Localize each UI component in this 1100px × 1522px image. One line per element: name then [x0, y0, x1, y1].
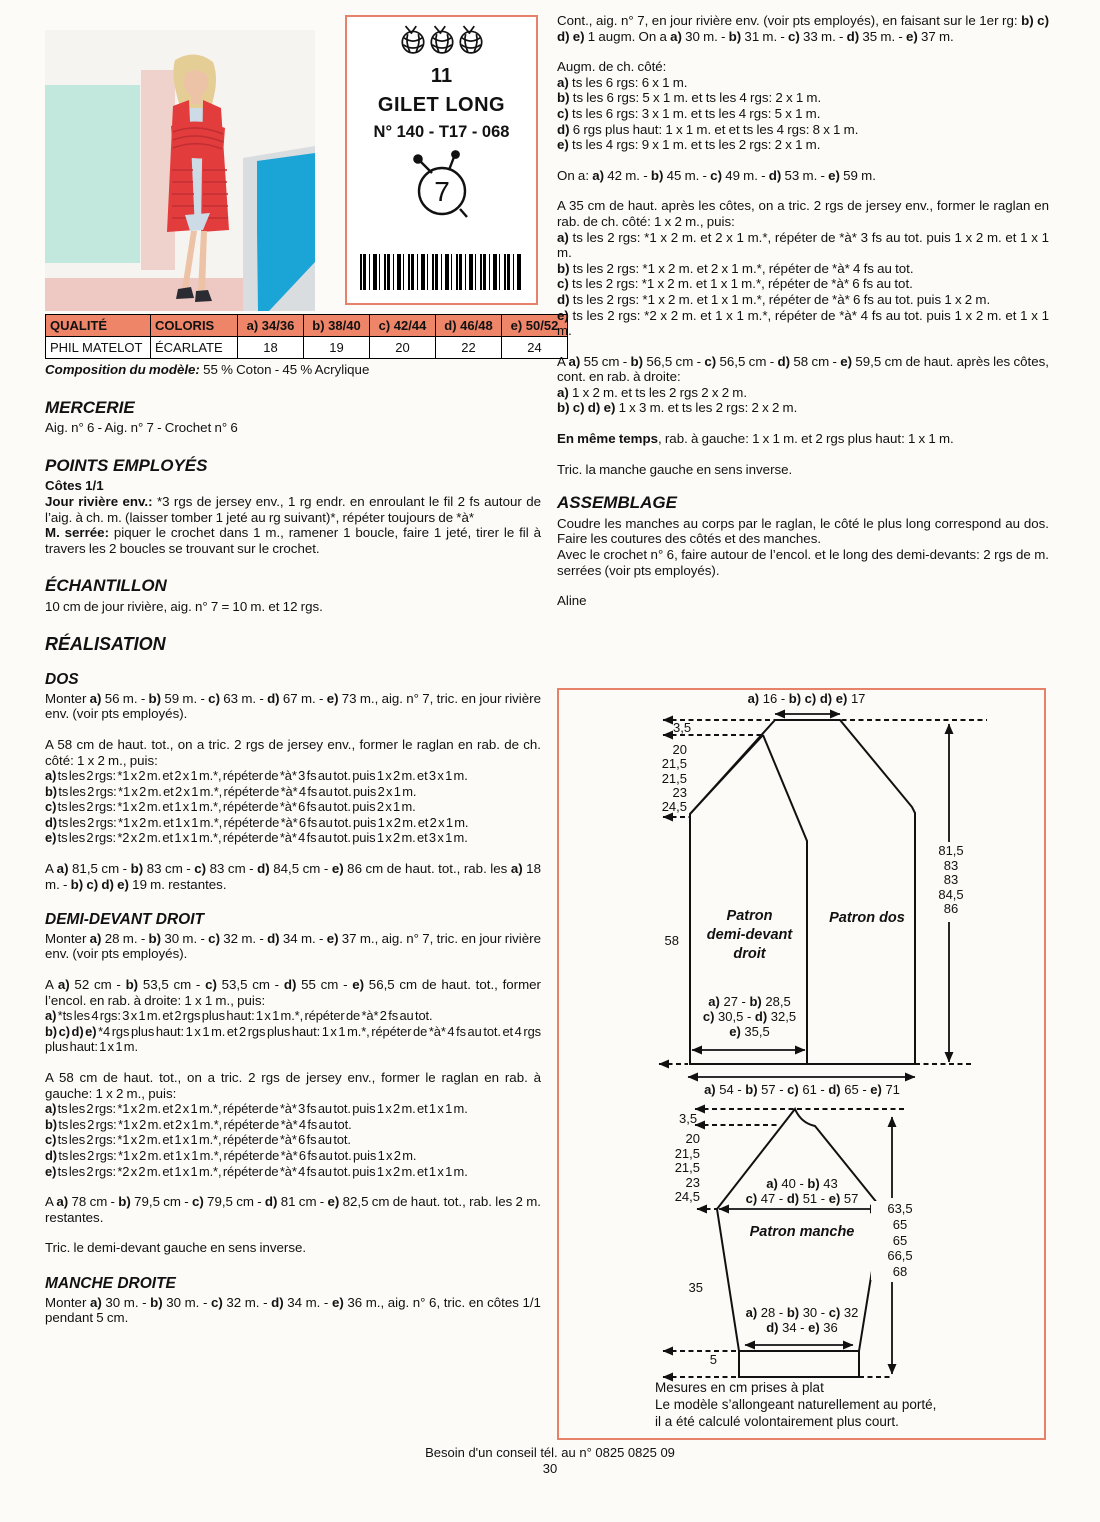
- stitch-total: On a: a) 42 m. - b) 45 m. - c) 49 m. - d) 53 m. - e) 59 m.: [557, 167, 876, 183]
- wall-shadow: [141, 70, 175, 270]
- instruction-line: c) ts les 6 rgs: 3 x 1 m. et ts les 4 rgs: 5 x 1 m.: [557, 105, 821, 121]
- table-header-row: [46, 315, 568, 337]
- instruction-line: a) ts les 2 rgs: *1 x 2 m. et 2 x 1 m.*, répéter de *à* 3 fs au tot. puis 1 x 2 m. et 1 x 1 m.: [45, 1101, 468, 1117]
- sleeve-top-block: [557, 354, 1049, 416]
- demi-heading: DEMI-DEVANT DROIT: [45, 911, 205, 929]
- instruction-line: a) *ts les 4 rgs: 3 x 1 m. et 2 rgs plus haut: 1 x 1 m.*, répéter de *à* 2 fs au tot.: [45, 1008, 433, 1024]
- col-size-c: c) 42/44: [370, 315, 436, 337]
- demi-p2-intro: A a) 52 cm - b) 53,5 cm - c) 53,5 cm - d) 55 cm - e) 56,5 cm de haut. tot., former l’encol. en rab. à droite: 1 x 1 m., puis:: [45, 977, 541, 1008]
- instruction-line: b) c) d) e) *4 rgs plus haut: 1 x 1 m. et 2 rgs plus haut: 1 x 1 m.*, répéter de *à* 4 fs au tot. et 4 rgs plus haut: 1 x 1 m.: [45, 1023, 542, 1055]
- page-number: 30: [542, 1461, 558, 1476]
- instruction-line: c) ts les 2 rgs: *1 x 2 m. et 1 x 1 m.*, répéter de *à* 6 fs au tot.: [557, 276, 913, 292]
- points-body: [45, 478, 541, 556]
- dos-p3: A a) 81,5 cm - b) 83 cm - c) 83 cm - d) 84,5 cm - e) 86 cm de haut. tot., rab. les a) 18 m. - b) c) d) e) 19 m. restantes.: [45, 861, 541, 892]
- col-qualite: QUALITÉ: [46, 315, 151, 337]
- col-size-b: b) 38/40: [304, 315, 370, 337]
- dos-p1: Monter a) 56 m. - b) 59 m. - c) 63 m. - d) 67 m. - e) 73 m., aig. n° 7, tric. en jour rivière env. (voir pts employés).: [45, 690, 541, 722]
- pattern-schematic: [557, 688, 1046, 1440]
- qty-a: 18: [238, 337, 304, 359]
- model-reference: N° 140 - T17 - 068: [373, 123, 510, 142]
- instruction-line: a) ts les 2 rgs: *1 x 2 m. et 2 x 1 m.*, répéter de *à* 3 fs au tot. puis 1 x 2 m. et 3 x 1 m.: [45, 768, 468, 784]
- points-heading: POINTS EMPLOYÉS: [45, 455, 208, 475]
- model-photo-art: [45, 30, 315, 311]
- demi-p4: A a) 78 cm - b) 79,5 cm - c) 79,5 cm - d) 81 cm - e) 82,5 cm de haut. tot., rab. les 2 m. restantes.: [45, 1194, 541, 1225]
- model-title: GILET LONG: [377, 93, 506, 116]
- demi-p3-intro: A 58 cm de haut. tot., on a tric. 2 rgs de jersey env., former le raglan en rab. à gauche: 1 x 2 m., puis:: [45, 1070, 541, 1101]
- qty-c: 20: [370, 337, 436, 359]
- instruction-line: e) ts les 4 rgs: 9 x 1 m. et ts les 2 rgs: 2 x 1 m.: [557, 137, 821, 153]
- col-size-a: a) 34/36: [238, 315, 304, 337]
- mint-panel: [45, 85, 140, 263]
- floor: [45, 278, 255, 311]
- mercerie-text: Aig. n° 6 - Aig. n° 7 - Crochet n° 6: [45, 420, 238, 436]
- sleeve-piece-label: Patron manche: [749, 1224, 855, 1240]
- measure-body-raglan-steps: 20 21,5 21,5 23 24,5: [661, 742, 687, 815]
- difficulty-rating: [399, 25, 485, 55]
- instruction-line: e) ts les 2 rgs: *2 x 2 m. et 1 x 1 m.*, répéter de *à* 4 fs au tot. puis 1 x 2 m. et 1 x 1 m.: [557, 307, 1049, 339]
- table-value-row: [46, 337, 568, 359]
- measure-front-width: a) 27 - b) 28,5 c) 30,5 - d) 32,5 e) 35,5: [702, 994, 797, 1039]
- sleeve-cont: Cont., aig. n° 7, en jour rivière env. (voir pts employés), en faisant sur le 1er rg: b) c) d) e) 1 augm. On a a) 30 m. - b) 31 m. - c) 33 m. - d) 35 m. - e) 37 m.: [557, 13, 1049, 44]
- qty-e: 24: [502, 337, 568, 359]
- assemblage-heading: ASSEMBLAGE: [557, 493, 677, 513]
- instruction-line: b) ts les 2 rgs: *1 x 2 m. et 2 x 1 m.*, répéter de *à* 4 fs au tot. puis 2 x 1 m.: [45, 783, 417, 799]
- manche-p1: Monter a) 30 m. - b) 30 m. - c) 32 m. - d) 34 m. - e) 36 m., aig. n° 6, tric. en côtes 1/1 pendant 5 cm.: [45, 1294, 541, 1326]
- needle-size-icon: [402, 149, 482, 221]
- model-number: 11: [430, 65, 453, 87]
- augm-intro: Augm. de ch. côté:: [557, 59, 667, 75]
- instruction-line: e) ts les 2 rgs: *2 x 2 m. et 1 x 1 m.*, répéter de *à* 4 fs au tot. puis 1 x 2 m. et 1 x 1 m.: [45, 1163, 468, 1179]
- neck: [192, 92, 201, 104]
- demi-raglan-block: [45, 1070, 541, 1179]
- measure-body-heights: 81,5 83 83 84,5 86: [925, 844, 977, 917]
- instruction-line: d) ts les 2 rgs: *1 x 2 m. et 1 x 1 m.*, répéter de *à* 6 fs au tot. puis 1 x 2 m.: [45, 1147, 417, 1163]
- left-column: [45, 362, 541, 1341]
- col-size-e: e) 50/52: [502, 315, 568, 337]
- back-piece-label: Patron dos: [829, 910, 905, 926]
- schematic-caption: Mesures en cm prises à plat Le modèle s’allongeant naturellement au porté, il a été calculé volontairement plus court.: [655, 1380, 937, 1430]
- qty-b: 19: [304, 337, 370, 359]
- needle-gauge-number: 7: [433, 175, 450, 207]
- tric-manche: Tric. la manche gauche en sens inverse.: [557, 461, 793, 477]
- echantillon-heading: ÉCHANTILLON: [45, 576, 167, 596]
- assemblage-p1: Coudre les manches au corps par le raglan, le côté le plus long correspond au dos. Faire les coutures des côtés et des manches.: [557, 515, 1049, 547]
- instruction-line: d) ts les 2 rgs: *1 x 2 m. et 1 x 1 m.*, répéter de *à* 6 fs au tot. puis 1 x 2 m. et 2 x 1 m.: [45, 814, 469, 830]
- meme-temps: En même temps, rab. à gauche: 1 x 1 m. et 2 rgs plus haut: 1 x 1 m.: [557, 431, 954, 447]
- instruction-line: a) ts les 2 rgs: *1 x 2 m. et 2 x 1 m.*, répéter de *à* 3 fs au tot. puis 1 x 2 m. et 1 x 1 m.: [557, 229, 1049, 261]
- yarn-ball-icon: [428, 25, 456, 55]
- instruction-line: c) ts les 2 rgs: *1 x 2 m. et 1 x 1 m.*, répéter de *à* 6 fs au tot. puis 2 x 1 m.: [45, 799, 416, 815]
- dos-p2-intro: A 58 cm de haut. tot., on a tric. 2 rgs de jersey env., former le raglan en rab. de ch. côté: 1 x 2 m., puis:: [45, 736, 541, 768]
- front-piece-label: Patron demi-devant droit: [706, 908, 793, 962]
- realisation-heading: RÉALISATION: [45, 633, 166, 654]
- p55-intro: A a) 55 cm - b) 56,5 cm - c) 56,5 cm - d) 58 cm - e) 59,5 cm de haut. après les côtes, cont. en rab. à droite:: [557, 353, 1049, 385]
- right-column: [557, 13, 1049, 624]
- measure-top-width: a) 16 - b) c) d) e) 17: [747, 691, 866, 706]
- measure-cuff-height: 5: [709, 1352, 717, 1367]
- measure-sleeve-side: 35: [688, 1280, 703, 1295]
- echantillon-text: 10 cm de jour rivière, aig. n° 7 = 10 m. et 12 rgs.: [45, 598, 323, 614]
- designer-signature: Aline: [557, 593, 587, 609]
- instruction-line: b) c) d) e) 1 x 3 m. et ts les 2 rgs: 2 x 2 m.: [557, 400, 798, 416]
- instruction-line: e) ts les 2 rgs: *2 x 2 m. et 1 x 1 m.*, répéter de *à* 4 fs au tot. puis 1 x 2 m. et 3 x 1 m.: [45, 830, 468, 846]
- instruction-line: c) ts les 2 rgs: *1 x 2 m. et 1 x 1 m.*, répéter de *à* 6 fs au tot.: [45, 1132, 351, 1148]
- measure-neck-drop: 3,5: [673, 720, 692, 735]
- dos-raglan-block: [45, 737, 541, 846]
- color-value: ÉCARLATE: [151, 337, 238, 359]
- instruction-line: b) ts les 6 rgs: 5 x 1 m. et ts les 4 rgs: 2 x 1 m.: [557, 90, 822, 106]
- sleeve-outline: [717, 1109, 882, 1377]
- instruction-line: b) ts les 2 rgs: *1 x 2 m. et 2 x 1 m.*, répéter de *à* 4 fs au tot.: [557, 260, 914, 276]
- assemblage-p2: Avec le crochet n° 6, faire autour de l’encol. et le long des demi-devants: 2 rgs de m. serrées (voir pts employés).: [557, 547, 1049, 578]
- measure-sleeve-heights: 63,5 65 65 66,5 68: [871, 1201, 929, 1280]
- yarn-table: [45, 314, 568, 359]
- instruction-line: a) ts les 6 rgs: 6 x 1 m.: [557, 74, 688, 90]
- dos-heading: DOS: [45, 671, 79, 689]
- col-size-d: d) 46/48: [436, 315, 502, 337]
- help-line: Besoin d'un conseil tél. au n° 0825 0825 09: [425, 1445, 675, 1460]
- points-jour: Jour rivière env.: *3 rgs de jersey env., 1 rg endr. en enroulant le fil 2 fs autour de l’aig. à ch. m. (laisser tomber 1 jeté au rg suivant)*, répéter toujours de *à*: [45, 493, 541, 525]
- sleeve-raglan-block: [557, 198, 1049, 338]
- mercerie-heading: MERCERIE: [45, 397, 135, 417]
- measure-total-width: a) 54 - b) 57 - c) 61 - d) 65 - e) 71: [704, 1082, 900, 1097]
- yarn-ball-icon: [399, 25, 427, 55]
- augm-block: [557, 59, 1049, 153]
- pattern-badge: [345, 15, 538, 305]
- quality-value: PHIL MATELOT: [46, 337, 151, 359]
- composition-line: Composition du modèle: 55 % Coton - 45 % Acrylique: [45, 362, 370, 377]
- p35-intro: A 35 cm de haut. après les côtes, on a tric. 2 rgs de jersey env., former le raglan en rab. de ch. côté: 1 x 2 m., puis:: [557, 198, 1049, 229]
- barcode: [360, 254, 523, 290]
- measure-sleeve-raglan-steps: 20 21,5 21,5 23 24,5: [674, 1131, 700, 1205]
- measure-cuff-width: a) 28 - b) 30 - c) 32 d) 34 - e) 36: [745, 1305, 859, 1335]
- page-footer: [0, 1445, 1100, 1477]
- demi-encolure-block: [45, 977, 541, 1055]
- instruction-line: b) ts les 2 rgs: *1 x 2 m. et 2 x 1 m.*, répéter de *à* 4 fs au tot.: [45, 1116, 352, 1132]
- model-photo: [45, 30, 315, 311]
- measure-side-height: 58: [664, 933, 679, 948]
- qty-d: 22: [436, 337, 502, 359]
- demi-p5: Tric. le demi-devant gauche en sens inverse.: [45, 1240, 307, 1256]
- measure-sleeve-top-width: a) 40 - b) 43 c) 47 - d) 51 - e) 57: [745, 1176, 859, 1206]
- yarn-ball-icon: [457, 25, 485, 55]
- demi-p1: Monter a) 28 m. - b) 30 m. - c) 32 m. - d) 34 m. - e) 37 m., aig. n° 7, tric. en jour rivière env. (voir pts employés).: [45, 930, 541, 962]
- manche-heading: MANCHE DROITE: [45, 1274, 176, 1292]
- instruction-line: d) ts les 2 rgs: *1 x 2 m. et 1 x 1 m.*, répéter de *à* 6 fs au tot. puis 1 x 2 m.: [557, 291, 991, 307]
- points-serree: M. serrée: piquer le crochet dans 1 m., ramener 1 boucle, faire 1 jeté, tirer le fil à travers les 2 boucles se trouvant sur le crochet.: [45, 525, 541, 556]
- instruction-line: a) 1 x 2 m. et ts les 2 rgs 2 x 2 m.: [557, 384, 748, 400]
- col-coloris: COLORIS: [151, 315, 238, 337]
- measure-sleeve-cap-drop: 3,5: [679, 1111, 698, 1126]
- points-cotes: Côtes 1/1: [45, 478, 104, 494]
- instruction-line: d) 6 rgs plus haut: 1 x 1 m. et et ts les 4 rgs: 8 x 1 m.: [557, 121, 859, 137]
